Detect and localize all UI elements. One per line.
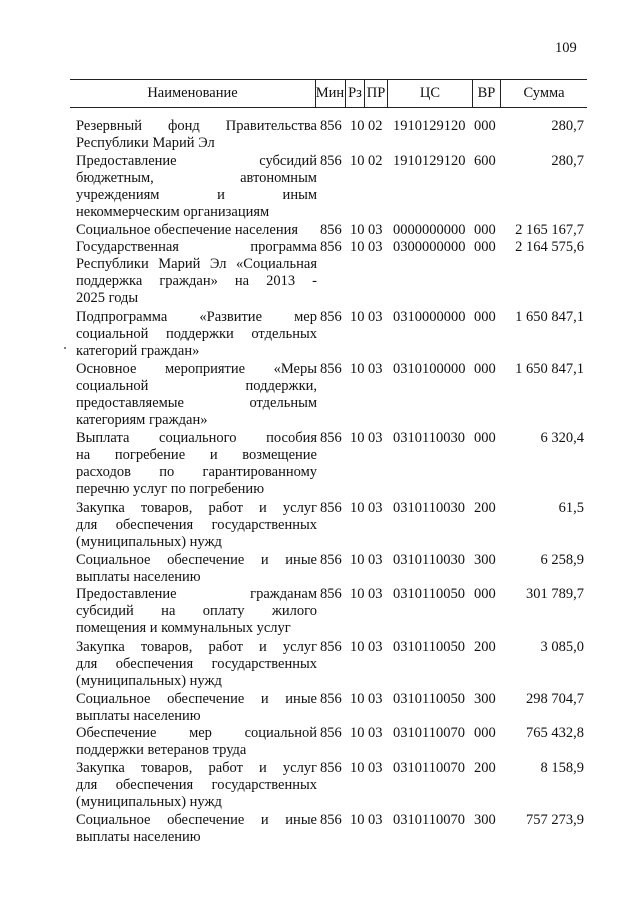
row-name bbox=[76, 430, 317, 498]
row-min: 856 bbox=[320, 239, 342, 256]
row-sum: 280,7 bbox=[551, 152, 584, 169]
row-name-line: для обеспечения государственных bbox=[76, 776, 317, 793]
row-pr: 02 bbox=[368, 152, 383, 169]
row-vr: 300 bbox=[474, 551, 496, 568]
row-name-line: 2025 годы bbox=[76, 290, 139, 307]
row-name-line: выплаты населению bbox=[76, 568, 201, 585]
row-name-line: Закупка товаров, работ и услуг bbox=[76, 638, 317, 655]
row-cs: 0310110070 bbox=[393, 759, 465, 776]
row-pr: 03 bbox=[368, 586, 383, 603]
row-name-line: поддержки ветеранов труда bbox=[76, 742, 247, 759]
row-name-line: Социальное обеспечение и иные bbox=[76, 812, 317, 828]
table-header bbox=[70, 79, 587, 108]
row-min: 856 bbox=[320, 638, 342, 655]
row-name-line: некоммерческим организациям bbox=[76, 203, 270, 220]
row-vr: 000 bbox=[474, 725, 496, 742]
header-rz: Рз bbox=[346, 80, 365, 107]
mark-dot bbox=[64, 347, 66, 349]
row-name-line: учреждениям и иным bbox=[76, 186, 317, 203]
row-cs: 0310100000 bbox=[393, 360, 466, 377]
row-min: 856 bbox=[320, 430, 342, 447]
row-name-line: поддержка граждан» на 2013 - bbox=[76, 273, 317, 290]
header-sum: Сумма bbox=[523, 85, 565, 101]
row-name-line: Закупка товаров, работ и услуг bbox=[76, 759, 317, 776]
row-min: 856 bbox=[320, 690, 342, 707]
row-min: 856 bbox=[320, 725, 342, 742]
row-cs: 0000000000 bbox=[393, 222, 466, 239]
row-min: 856 bbox=[320, 812, 342, 828]
row-name-line: для обеспечения государственных bbox=[76, 655, 317, 672]
row-name-line: (муниципальных) нужд bbox=[76, 672, 222, 689]
row-name bbox=[76, 309, 317, 360]
row-pr: 03 bbox=[368, 308, 383, 325]
row-name-line: Основное мероприятие «Меры bbox=[76, 360, 317, 377]
row-cs: 1910129120 bbox=[393, 118, 466, 134]
row-name-line: (муниципальных) нужд bbox=[76, 533, 222, 550]
row-pr: 03 bbox=[368, 638, 383, 655]
header-min: Мин bbox=[315, 80, 346, 107]
row-name bbox=[76, 691, 317, 725]
row-sum: 1 650 847,1 bbox=[515, 308, 584, 325]
row-name-line: Выплата социального пособия bbox=[76, 430, 317, 447]
row-rz: 10 bbox=[350, 308, 365, 325]
row-rz: 10 bbox=[350, 430, 365, 447]
row-name-line: Резервный фонд Правительства bbox=[76, 118, 317, 134]
row-name bbox=[76, 639, 317, 690]
row-cs: 0310110050 bbox=[393, 638, 465, 655]
row-min: 856 bbox=[320, 759, 342, 776]
row-cs: 0300000000 bbox=[393, 239, 466, 256]
row-name-line: Республики Марий Эл «Социальная bbox=[76, 256, 317, 273]
row-vr: 200 bbox=[474, 759, 496, 776]
row-name-line: на погребение и возмещение bbox=[76, 447, 317, 464]
row-cs: 0310000000 bbox=[393, 308, 466, 325]
row-sum: 765 432,8 bbox=[526, 725, 584, 742]
row-vr: 200 bbox=[474, 638, 496, 655]
row-rz: 10 bbox=[350, 725, 365, 742]
row-name-line: Социальное обеспечение населения bbox=[76, 222, 299, 239]
row-cs: 0310110050 bbox=[393, 690, 465, 707]
row-name bbox=[76, 118, 317, 152]
row-name bbox=[76, 222, 317, 239]
row-name-line: Подпрограмма «Развитие мер bbox=[76, 308, 317, 325]
row-cs: 1910129120 bbox=[393, 152, 466, 169]
row-rz: 10 bbox=[350, 239, 365, 256]
row-name-line: Обеспечение мер социальной bbox=[76, 725, 317, 742]
row-sum: 61,5 bbox=[558, 499, 584, 516]
row-vr: 300 bbox=[474, 812, 496, 828]
row-name-line: социальной поддержки отдельных bbox=[76, 325, 317, 342]
row-pr: 03 bbox=[368, 360, 383, 377]
row-min: 856 bbox=[320, 308, 342, 325]
row-min: 856 bbox=[320, 118, 342, 134]
row-name-line: помещения и коммунальных услуг bbox=[76, 620, 291, 637]
row-rz: 10 bbox=[350, 586, 365, 603]
row-pr: 02 bbox=[368, 118, 383, 134]
header-cs: ЦС bbox=[388, 80, 473, 107]
row-rz: 10 bbox=[350, 152, 365, 169]
row-pr: 03 bbox=[368, 551, 383, 568]
row-rz: 10 bbox=[350, 360, 365, 377]
row-name-line: категориям граждан» bbox=[76, 411, 208, 428]
row-pr: 03 bbox=[368, 812, 383, 828]
row-name-line: (муниципальных) нужд bbox=[76, 793, 222, 810]
row-name-line: выплаты населению bbox=[76, 707, 201, 724]
row-name-line: выплаты населению bbox=[76, 829, 201, 845]
row-rz: 10 bbox=[350, 812, 365, 828]
row-name-line: Предоставление субсидий bbox=[76, 152, 317, 169]
row-pr: 03 bbox=[368, 499, 383, 516]
row-name-line: Социальное обеспечение и иные bbox=[76, 690, 317, 707]
row-name-line: субсидий на оплату жилого bbox=[76, 603, 317, 620]
row-name bbox=[76, 812, 317, 846]
row-min: 856 bbox=[320, 551, 342, 568]
row-sum: 8 158,9 bbox=[540, 759, 584, 776]
row-cs: 0310110050 bbox=[393, 586, 465, 603]
row-vr: 000 bbox=[474, 308, 496, 325]
row-cs: 0310110030 bbox=[393, 551, 465, 568]
row-cs: 0310110070 bbox=[393, 725, 465, 742]
row-rz: 10 bbox=[350, 222, 365, 239]
row-min: 856 bbox=[320, 152, 342, 169]
row-rz: 10 bbox=[350, 551, 365, 568]
row-name bbox=[76, 552, 317, 586]
row-pr: 03 bbox=[368, 239, 383, 256]
row-sum: 3 085,0 bbox=[540, 638, 584, 655]
row-sum: 6 320,4 bbox=[540, 430, 584, 447]
row-name bbox=[76, 153, 317, 221]
row-vr: 000 bbox=[474, 360, 496, 377]
row-pr: 03 bbox=[368, 430, 383, 447]
row-name bbox=[76, 239, 317, 307]
row-cs: 0310110030 bbox=[393, 430, 465, 447]
header-vr: ВР bbox=[473, 80, 501, 107]
row-vr: 200 bbox=[474, 499, 496, 516]
row-vr: 000 bbox=[474, 239, 496, 256]
row-name-line: категорий граждан» bbox=[76, 342, 200, 359]
row-pr: 03 bbox=[368, 690, 383, 707]
row-name-line: для обеспечения государственных bbox=[76, 516, 317, 533]
row-name bbox=[76, 760, 317, 811]
row-min: 856 bbox=[320, 360, 342, 377]
row-name-line: социальной поддержки, bbox=[76, 377, 317, 394]
row-name bbox=[76, 725, 317, 759]
row-cs: 0310110070 bbox=[393, 812, 465, 828]
row-sum: 1 650 847,1 bbox=[515, 360, 584, 377]
row-vr: 300 bbox=[474, 690, 496, 707]
row-name-line: расходов по гарантированному bbox=[76, 464, 317, 481]
page-number: 109 bbox=[555, 40, 577, 56]
row-name-line: бюджетным, автономным bbox=[76, 169, 317, 186]
row-rz: 10 bbox=[350, 638, 365, 655]
row-cs: 0310110030 bbox=[393, 499, 465, 516]
row-name-line: Государственная программа bbox=[76, 239, 317, 256]
row-sum: 2 165 167,7 bbox=[515, 222, 584, 239]
header-pr: ПР bbox=[365, 80, 388, 107]
row-min: 856 bbox=[320, 222, 342, 239]
row-sum: 757 273,9 bbox=[526, 812, 584, 828]
row-rz: 10 bbox=[350, 118, 365, 134]
row-name bbox=[76, 500, 317, 551]
header-name: Наименование bbox=[70, 80, 316, 107]
row-sum: 6 258,9 bbox=[540, 551, 584, 568]
row-pr: 03 bbox=[368, 759, 383, 776]
row-vr: 000 bbox=[474, 430, 496, 447]
row-name bbox=[76, 586, 317, 637]
row-vr: 000 bbox=[474, 222, 496, 239]
row-name-line: предоставляемые отдельным bbox=[76, 394, 317, 411]
row-name-line: Социальное обеспечение и иные bbox=[76, 551, 317, 568]
row-sum: 2 164 575,6 bbox=[515, 239, 584, 256]
row-sum: 280,7 bbox=[551, 118, 584, 134]
row-vr: 000 bbox=[474, 118, 496, 134]
row-min: 856 bbox=[320, 499, 342, 516]
row-sum: 301 789,7 bbox=[526, 586, 584, 603]
row-vr: 600 bbox=[474, 152, 496, 169]
row-name-line: Республики Марий Эл bbox=[76, 135, 215, 151]
row-vr: 000 bbox=[474, 586, 496, 603]
row-rz: 10 bbox=[350, 690, 365, 707]
row-rz: 10 bbox=[350, 499, 365, 516]
row-name-line: Предоставление гражданам bbox=[76, 586, 317, 603]
row-sum: 298 704,7 bbox=[526, 690, 584, 707]
row-name-line: Закупка товаров, работ и услуг bbox=[76, 499, 317, 516]
row-rz: 10 bbox=[350, 759, 365, 776]
row-pr: 03 bbox=[368, 725, 383, 742]
row-min: 856 bbox=[320, 586, 342, 603]
row-name-line: перечню услуг по погребению bbox=[76, 481, 265, 498]
row-name bbox=[76, 361, 317, 429]
row-pr: 03 bbox=[368, 222, 383, 239]
